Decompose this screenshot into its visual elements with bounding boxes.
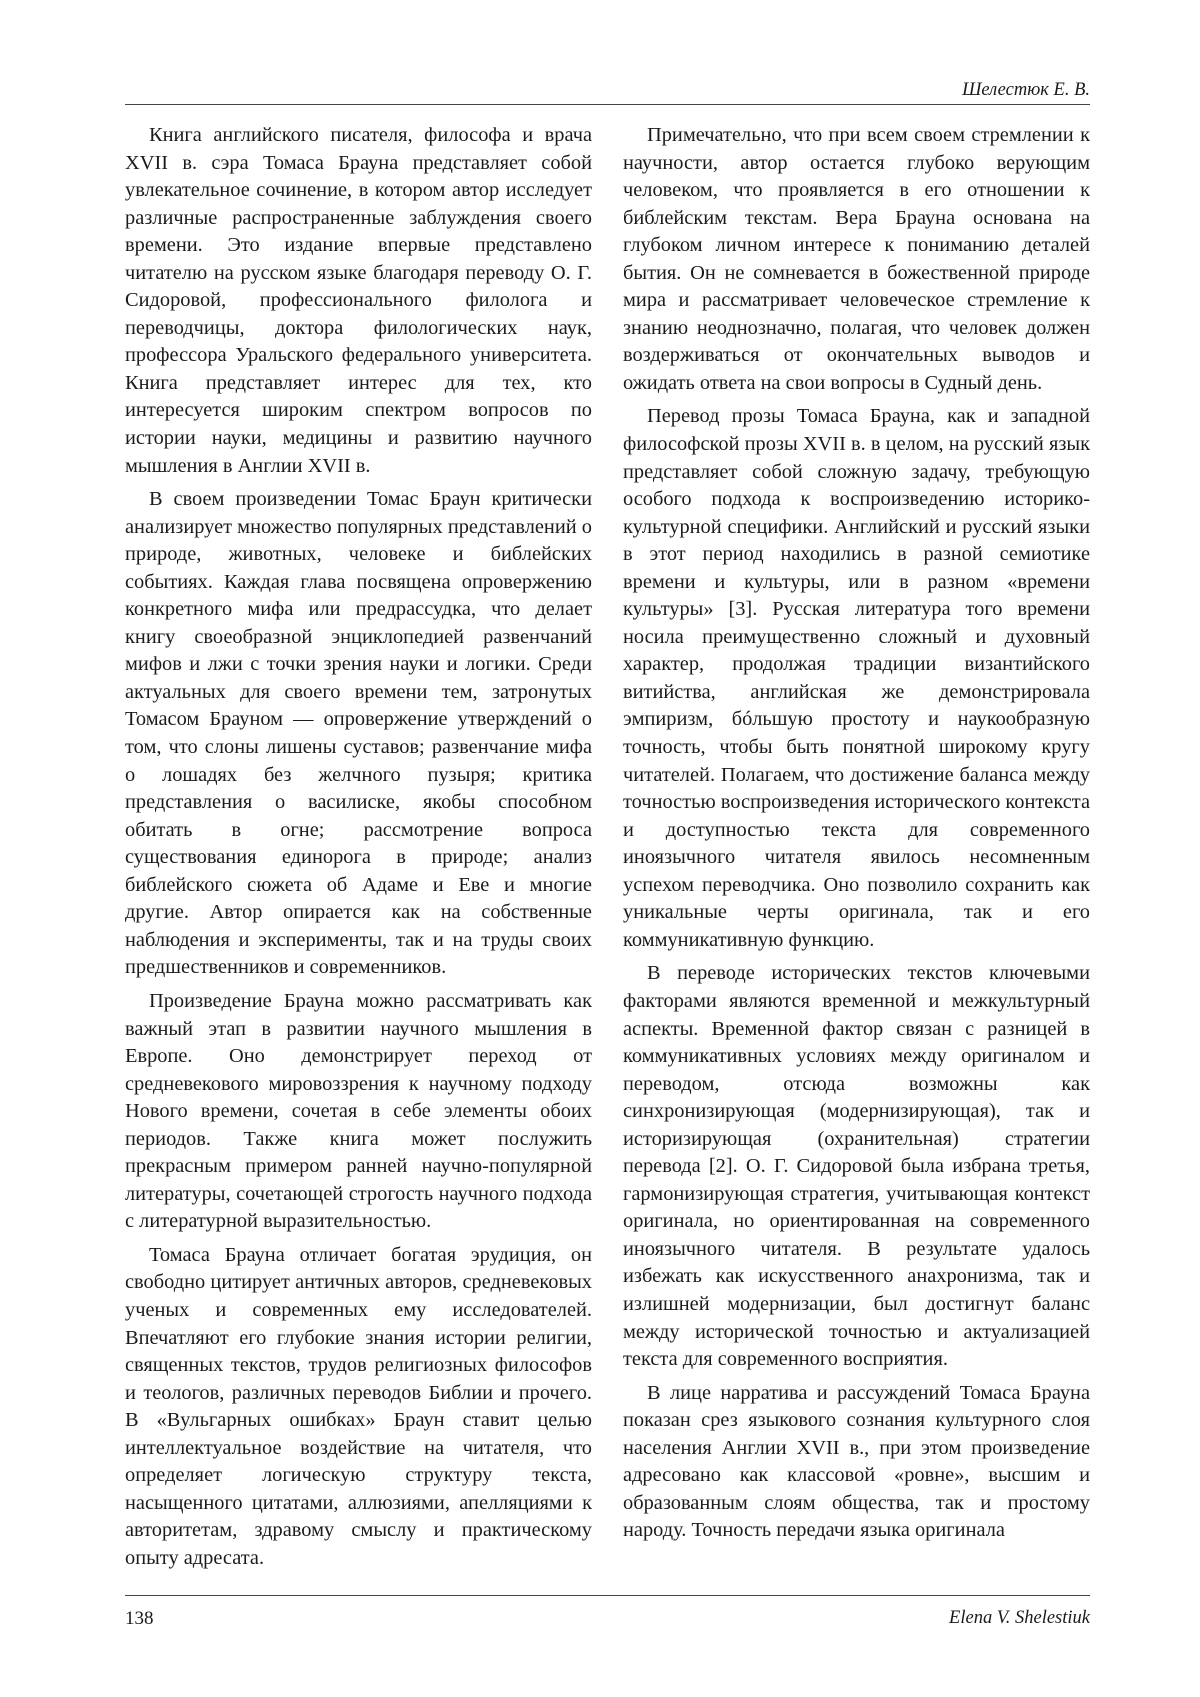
page-number: 138 bbox=[125, 1608, 154, 1629]
article-body bbox=[125, 122, 1090, 1592]
paragraph: Перевод прозы Томаса Брауна, как и западной философской прозы XVII в. в целом, на русский язык представляет собой сложную задачу, требующую особого подхода к воспроизведению историко-культурной специфики. Английский и русский языки в этот период находились в разной семиотике времени и культуры, или в разном «времени культуры» [3]. Русская литература того времени носила преимущественно сложный и духовный характер, продолжая традиции византийского витийства, английская же демонстрировала эмпиризм, бóльшую простоту и наукообразную точность, чтобы быть понятной широкому кругу читателей. Полагаем, что достижение баланса между точностью воспроизведения исторического контекста и доступностью текста для современного иноязычного читателя явилось несомненным успехом переводчика. Оно позволило сохранить как уникальные черты оригинала, так и его коммуникативную функцию. bbox=[623, 405, 1090, 951]
header-author: Шелестюк Е. В. bbox=[962, 80, 1090, 100]
paragraph: В переводе исторических текстов ключевыми факторами являются временной и межкультурный аспекты. Временной фактор связан с разницей в коммуникативных условиях между оригиналом и переводом, отсюда возможны как синхронизирующая (модернизирующая), так и историзирующая (охранительная) стратегии перевода [2]. О. Г. Сидоровой была избрана третья, гармонизирующая стратегия, учитывающая контекст оригинала, но ориентированная на современного иноязычного читателя. В результате удалось избежать как искусственного анахронизма, так и излишней модернизации, был достигнут баланс между исторической точностью и актуализацией текста для современного восприятия. bbox=[623, 962, 1090, 1371]
running-footer bbox=[125, 1595, 1090, 1629]
left-column bbox=[125, 122, 592, 1578]
paragraph: Книга английского писателя, философа и врача XVII в. сэра Томаса Брауна представляет собой увлекательное сочинение, в котором автор исследует различные распространенные заблуждения своего времени. Это издание впервые представлено читателю на русском языке благодаря переводу О. Г. Сидоровой, профессионального филолога и переводчицы, доктора филологических наук, профессора Уральского федерального университета. Книга представляет интерес для тех, кто интересуется широким спектром вопросов по истории науки, медицины и развитию научного мышления в Англии XVII в. bbox=[125, 124, 592, 477]
paragraph: В своем произведении Томас Браун критически анализирует множество популярных представлений о природе, животных, человеке и библейских событиях. Каждая глава посвящена опровержению конкретного мифа или предрассудка, что делает книгу своеобразной энциклопедией развенчаний мифов и лжи с точки зрения науки и логики. Среди актуальных для своего времени тем, затронутых Томасом Брауном — опровержение утверждений о том, что слоны лишены суставов; развенчание мифа о лошадях без желчного пузыря; критика представления о василиске, якобы способном обитать в огне; рассмотрение вопроса существования единорога в природе; анализ библейского сюжета об Адаме и Еве и многие другие. Автор опирается как на собственные наблюдения и эксперименты, так и на труды своих предшественников и современников. bbox=[125, 488, 592, 979]
paragraph: Томаса Брауна отличает богатая эрудиция, он свободно цитирует античных авторов, средневековых ученых и современных ему исследователей. Впечатляют его глубокие знания истории религии, священных текстов, трудов религиозных философов и теологов, различных переводов Библии и прочего. В «Вульгарных ошибках» Браун ставит целью интеллектуальное воздействие на читателя, что определяет логическую структуру текста, насыщенного цитатами, аллюзиями, апелляциями к авторитетам, здравому смыслу и практическому опыту адресата. bbox=[125, 1243, 592, 1569]
running-header bbox=[125, 76, 1090, 105]
paragraph: В лице нарратива и рассуждений Томаса Брауна показан срез языкового сознания культурного слоя населения Англии XVII в., при этом произведение адресовано как классовой «ровне», высшим и образованным слоям общества, так и простому народу. Точность передачи языка оригинала bbox=[623, 1381, 1090, 1542]
right-column bbox=[623, 122, 1090, 1551]
paragraph: Произведение Брауна можно рассматривать как важный этап в развитии научного мышления в Европе. Оно демонстрирует переход от средневекового мировоззрения к научному подходу Нового времени, сочетая в себе элементы обоих периодов. Также книга может послужить прекрасным примером ранней научно-популярной литературы, сочетающей строгость научного подхода с литературной выразительностью. bbox=[125, 989, 592, 1233]
paragraph: Примечательно, что при всем своем стремлении к научности, автор остается глубоко верующим человеком, что проявляется в его отношении к библейским текстам. Вера Брауна основана на глубоком личном интересе к пониманию деталей бытия. Он не сомневается в божественной природе мира и рассматривает человеческое стремление к знанию неоднозначно, полагая, что человек должен воздерживаться от окончательных выводов и ожидать ответа на свои вопросы в Судный день. bbox=[623, 124, 1090, 394]
footer-author: Elena V. Shelestiuk bbox=[949, 1608, 1090, 1628]
